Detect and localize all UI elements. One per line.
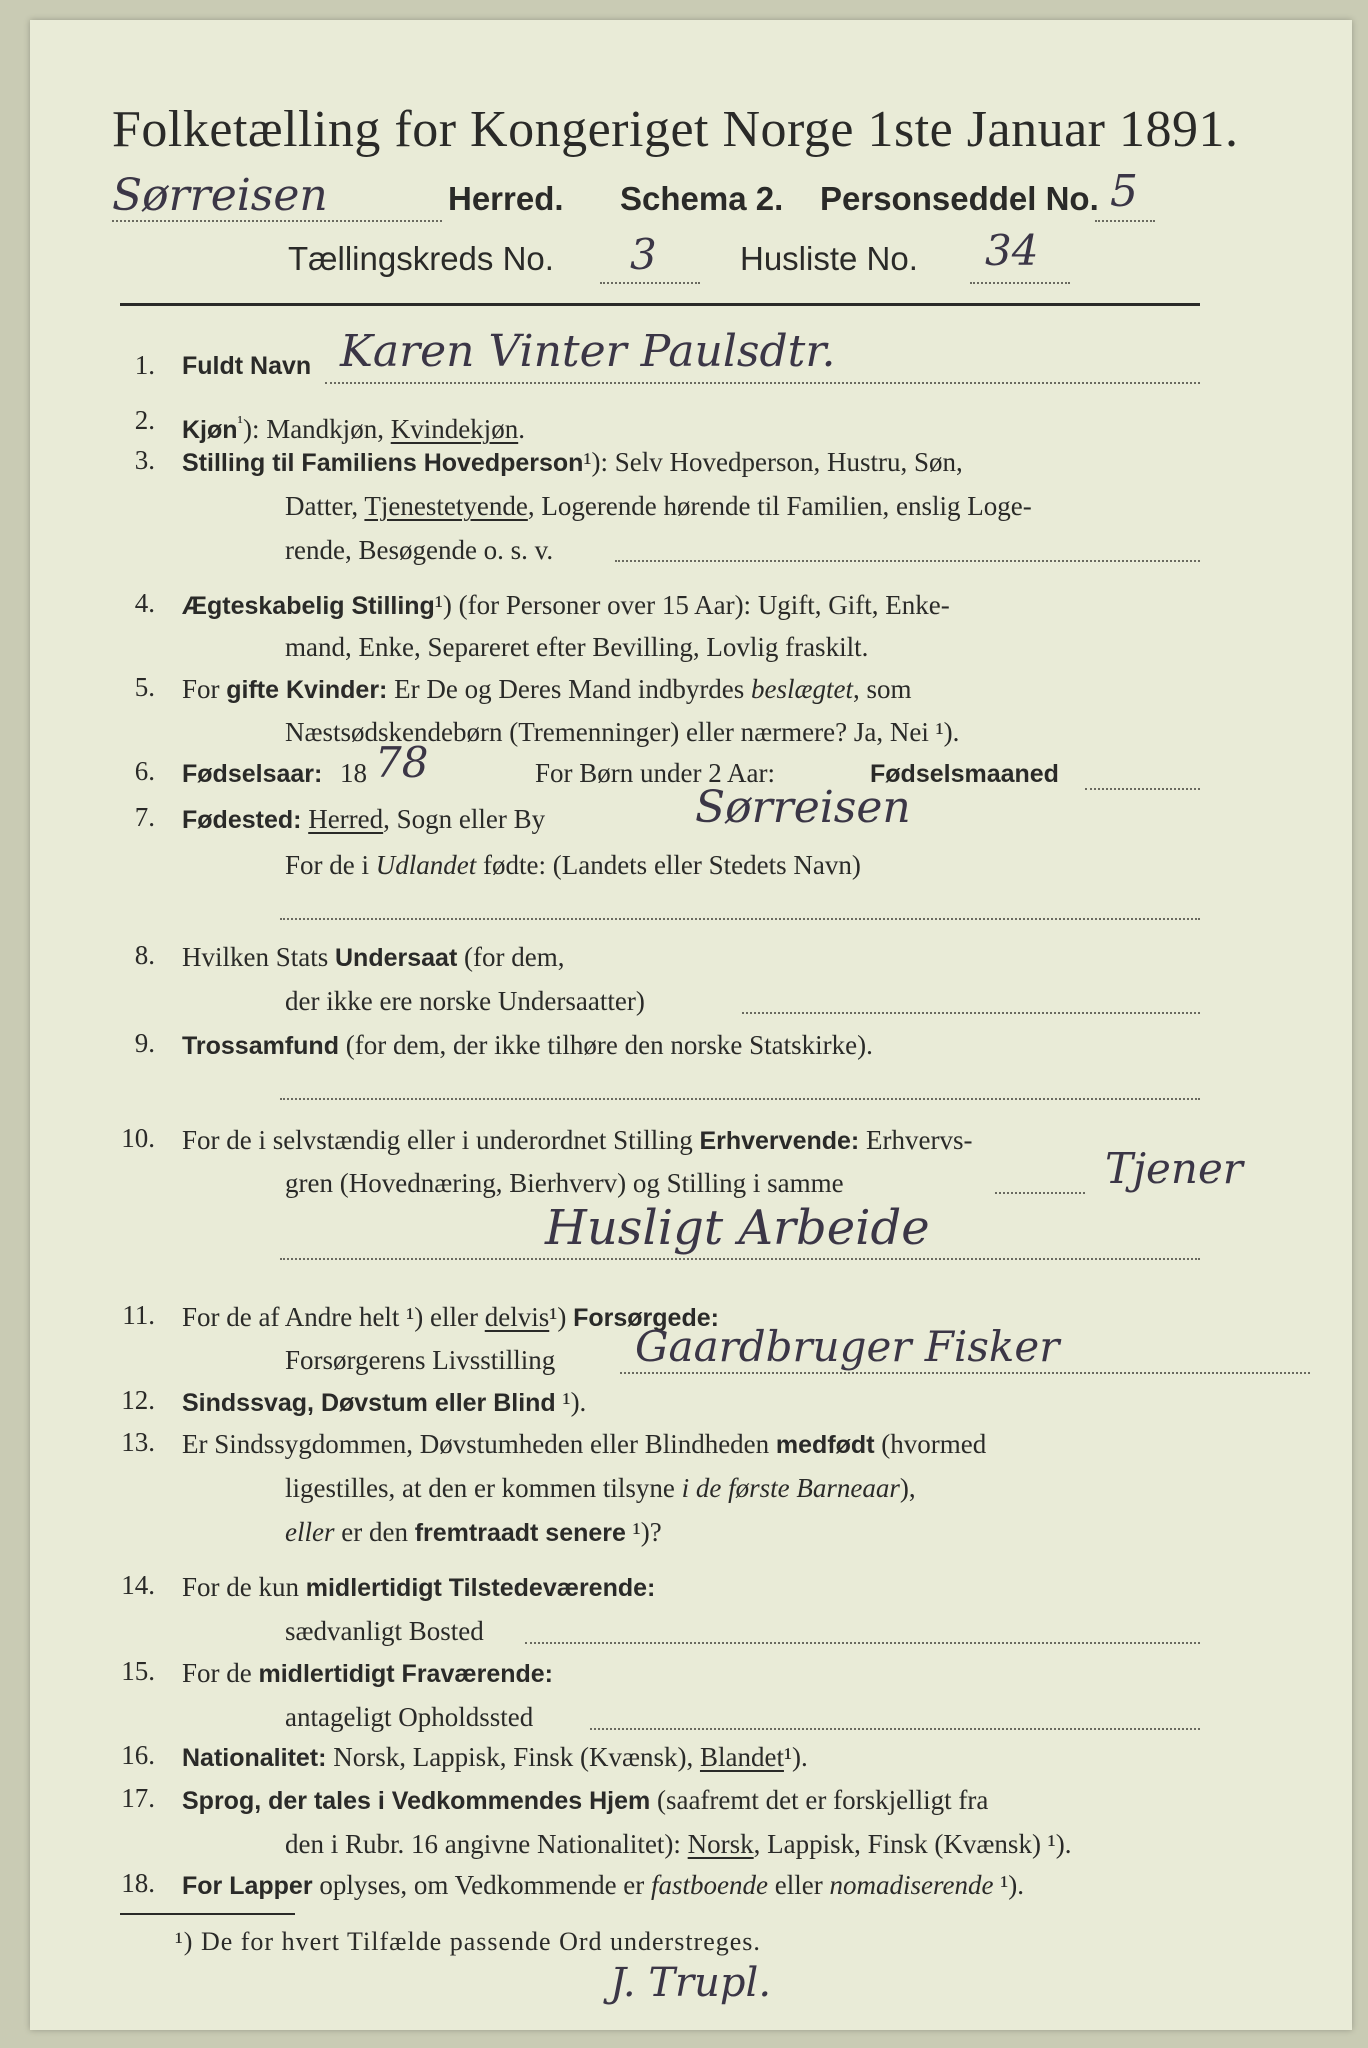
q2-number: 2. <box>134 405 155 435</box>
q5-label-a: For <box>182 674 227 704</box>
q6-mid: For Børn under 2 Aar: <box>535 758 775 788</box>
q9-line <box>182 1025 873 1066</box>
q15-number: 15. <box>121 1656 155 1686</box>
q15-line2: antageligt Opholdssted <box>285 1702 534 1732</box>
q11-selected: delvis <box>484 1302 550 1332</box>
q16-d: ¹). <box>783 1742 808 1772</box>
q16-b: , Lappisk, Finsk (Kvænsk), <box>399 1742 700 1772</box>
herred-label: Herred. <box>448 180 564 217</box>
q18-text-c: eller <box>768 1870 830 1900</box>
q4-number: 4. <box>134 588 155 618</box>
q9-text: (for dem, der ikke tilhøre den norske Statskirke). <box>338 1030 873 1060</box>
q3-label: Stilling til Familiens Hovedperson <box>182 449 584 477</box>
q14-line1 <box>182 1567 655 1608</box>
herred-dotted-line <box>112 220 442 222</box>
q7-line2c: fødte: (Landets eller Stedets Navn) <box>476 850 861 880</box>
q5-line1a: Er De og Deres Mand indbyrdes <box>387 674 752 704</box>
q7-line1 <box>182 799 545 840</box>
q3-line2a: Datter, <box>285 491 365 521</box>
q14-number: 14. <box>121 1570 155 1600</box>
q5-line1b: beslægtet <box>751 674 854 704</box>
q17-line2c: , Lappisk, Finsk (Kvænsk) ¹). <box>753 1829 1072 1859</box>
q2-selected: Kvindekjøn <box>390 414 519 444</box>
q13-line1a: Er Sindssygdommen, Døvstumheden eller Blindheden <box>182 1429 776 1459</box>
q8-line1c: (for dem, <box>457 942 565 972</box>
q13-line3 <box>285 1512 662 1553</box>
form-title: Folketælling for Kongeriget Norge 1ste Januar 1891. <box>112 101 1239 158</box>
q12-tail: ¹). <box>555 1387 587 1417</box>
q3-number: 3. <box>134 445 155 475</box>
q16-selected: Blandet <box>699 1742 784 1772</box>
q7-number: 7. <box>134 802 155 832</box>
q16-a: Norsk <box>333 1742 400 1772</box>
q8-number: 8. <box>134 940 155 970</box>
q5-line2: Næstsødskendebørn (Tremenninger) eller nærmere? Ja, Nei ¹). <box>285 717 960 747</box>
q6-label: Fødselsaar: <box>182 760 323 788</box>
q7-label: Fødested: <box>182 806 302 834</box>
personseddel-dotted-line <box>1095 220 1155 222</box>
q6-prefix: 18 <box>340 758 367 788</box>
q10-value-2: Husligt Arbeide <box>545 1200 930 1256</box>
q7-line2b: Udlandet <box>375 850 477 880</box>
q14-dotted-line <box>525 1642 1200 1644</box>
q15-label: midlertidigt Fraværende: <box>258 1660 553 1688</box>
q10-line2: gren (Hovednæring, Bierhverv) og Stilling i samme <box>285 1168 844 1198</box>
q7-line2a: For de i <box>285 850 376 880</box>
q10-label: Erhvervende: <box>699 1127 860 1155</box>
q13-line2c: ), <box>899 1473 916 1503</box>
q6-dotted-line <box>1085 788 1200 790</box>
q6-label2: Fødselsmaaned <box>870 760 1059 788</box>
q14-line2: sædvanligt Bosted <box>285 1616 484 1646</box>
q11-line2: Forsørgerens Livsstilling <box>285 1345 556 1375</box>
q14-line1a: For de kun <box>182 1572 306 1602</box>
q5-label: gifte Kvinder: <box>226 676 388 704</box>
q13-line3c: fremtraadt senere <box>414 1519 626 1547</box>
q3-selected: Tjenestetyende <box>364 491 528 521</box>
q3-line1-text: ¹): Selv Hovedperson, Hustru, Søn, <box>583 447 963 477</box>
q11-line1a: For de af Andre helt ¹) eller <box>182 1302 485 1332</box>
q4-line1-text: ¹) (for Personer over 15 Aar): Ugift, Gift, Enke- <box>434 590 950 620</box>
q2-label: Kjøn <box>182 416 238 444</box>
q9-dotted-line <box>280 1098 1200 1100</box>
q10-dotted-line-1 <box>995 1192 1085 1194</box>
q12-line <box>182 1382 586 1423</box>
q13-line1 <box>182 1424 986 1465</box>
q3-line1 <box>182 442 963 483</box>
q7-options: , Sogn eller By <box>383 804 546 834</box>
q8-line1a: Hvilken Stats <box>182 942 335 972</box>
q10-line1 <box>182 1120 972 1161</box>
q8-label: Undersaat <box>335 944 458 972</box>
q14-label: midlertidigt Tilstedeværende: <box>305 1574 656 1602</box>
q2-end: . <box>518 414 525 444</box>
q5-line1c: , som <box>853 674 912 704</box>
q17-line2 <box>285 1824 1072 1864</box>
q17-line1 <box>182 1780 988 1821</box>
q17-selected: Norsk <box>687 1829 754 1859</box>
q18-text-e: ¹). <box>993 1870 1025 1900</box>
q7-selected: Herred <box>308 804 384 834</box>
q5-number: 5. <box>134 672 155 702</box>
q3-line2 <box>285 486 1032 526</box>
q13-line1c: (hvormed <box>874 1429 987 1459</box>
q17-label: Sprog, der tales i Vedkommendes Hjem <box>182 1787 651 1815</box>
q4-line1 <box>182 585 950 626</box>
q11-number: 11. <box>122 1300 155 1330</box>
q16-line <box>182 1737 808 1778</box>
q18-number: 18. <box>121 1868 155 1898</box>
q8-line1 <box>182 937 564 978</box>
footnote: ¹) De for hvert Tilfælde passende Ord understreges. <box>175 1927 761 1956</box>
q10-line1a: For de i selvstændig eller i underordnet Stilling <box>182 1125 700 1155</box>
q13-line3a: eller <box>285 1517 335 1547</box>
q11-label: Forsørgede: <box>573 1304 719 1332</box>
personseddel-value: 5 <box>1110 166 1138 217</box>
q18-label-a: For <box>182 1872 230 1900</box>
q13-label: medfødt <box>775 1431 875 1459</box>
q6-value: 78 <box>375 738 429 787</box>
q13-line3d: ¹)? <box>625 1517 662 1547</box>
footnote-rule <box>120 1913 295 1915</box>
q9-label: Trossamfund <box>182 1032 339 1060</box>
q15-line1a: For de <box>182 1658 259 1688</box>
q7-value: Sørreisen <box>695 782 911 833</box>
q13-line2a: ligestilles, at den er kommen tilsyne <box>285 1473 682 1503</box>
q17-line2a: den i Rubr. 16 angivne Nationalitet): <box>285 1829 688 1859</box>
q3-line3: rende, Besøgende o. s. v. <box>285 535 554 565</box>
q8-line2: der ikke ere norske Undersaatter) <box>285 986 645 1016</box>
schema-label: Schema 2. <box>620 180 784 217</box>
q17-number: 17. <box>121 1783 155 1813</box>
q10-line1c: Erhvervs- <box>859 1125 973 1155</box>
q4-label: Ægteskabelig Stilling <box>182 592 435 620</box>
signature: J. Trupl. <box>610 1960 772 2006</box>
q12-number: 12. <box>121 1385 155 1415</box>
q18-line <box>182 1865 1024 1906</box>
q13-line3b: er den <box>334 1517 415 1547</box>
q5-line1 <box>182 669 912 710</box>
q13-number: 13. <box>121 1427 155 1457</box>
husliste-value: 34 <box>985 226 1039 275</box>
q17-line1-text: (saafremt det er forskjelligt fra <box>650 1785 989 1815</box>
q15-line1 <box>182 1653 553 1694</box>
q9-number: 9. <box>134 1028 155 1058</box>
q1-dotted-line <box>325 382 1200 384</box>
q11-value: Gaardbruger Fisker <box>635 1322 1060 1371</box>
kreds-dotted-line <box>600 282 700 284</box>
q4-line2: mand, Enke, Separeret efter Bevilling, Lovlig fraskilt. <box>285 632 869 662</box>
q7-line2 <box>285 845 861 885</box>
q13-line2b: i de første Barneaar <box>681 1473 900 1503</box>
q16-number: 16. <box>121 1740 155 1770</box>
census-form <box>30 20 1352 2030</box>
q6-number: 6. <box>134 756 155 786</box>
q18-label: Lapper <box>229 1872 313 1900</box>
q18-text-d: nomadiserende <box>829 1870 994 1900</box>
kreds-value: 3 <box>630 230 657 279</box>
q2-sup: ¹ <box>237 412 243 432</box>
kreds-label: Tællingskreds No. <box>288 240 554 277</box>
q7-dotted-line <box>280 918 1200 920</box>
q1-value: Karen Vinter Paulsdtr. <box>340 326 836 377</box>
q10-number: 10. <box>121 1123 155 1153</box>
q18-text-a: oplyses, om Vedkommende er <box>312 1870 652 1900</box>
q2-options: ): Mandkjøn, <box>242 414 391 444</box>
q1-number: 1. <box>134 350 155 380</box>
q15-dotted-line <box>590 1728 1200 1730</box>
husliste-label: Husliste No. <box>740 240 918 277</box>
q8-dotted-line <box>742 1012 1200 1014</box>
q1-label: Fuldt Navn <box>182 352 312 380</box>
herred-value: Sørreisen <box>112 170 328 221</box>
q13-line2 <box>285 1468 916 1508</box>
personseddel-label: Personseddel No. <box>820 180 1099 217</box>
q16-label: Nationalitet: <box>182 1744 327 1772</box>
q3-line2c: , Logerende hørende til Familien, enslig Loge- <box>527 491 1032 521</box>
q11-line1c: ¹) <box>549 1302 574 1332</box>
q18-text-b: fastboende <box>651 1870 769 1900</box>
q10-value-1: Tjener <box>1105 1144 1243 1193</box>
husliste-dotted-line <box>970 282 1070 284</box>
q12-label: Sindssvag, Døvstum eller Blind <box>182 1389 556 1417</box>
q11-dotted-line <box>620 1372 1310 1374</box>
q10-dotted-line-2 <box>280 1258 1200 1260</box>
q3-dotted-line <box>615 560 1200 562</box>
header-rule <box>120 303 1200 306</box>
